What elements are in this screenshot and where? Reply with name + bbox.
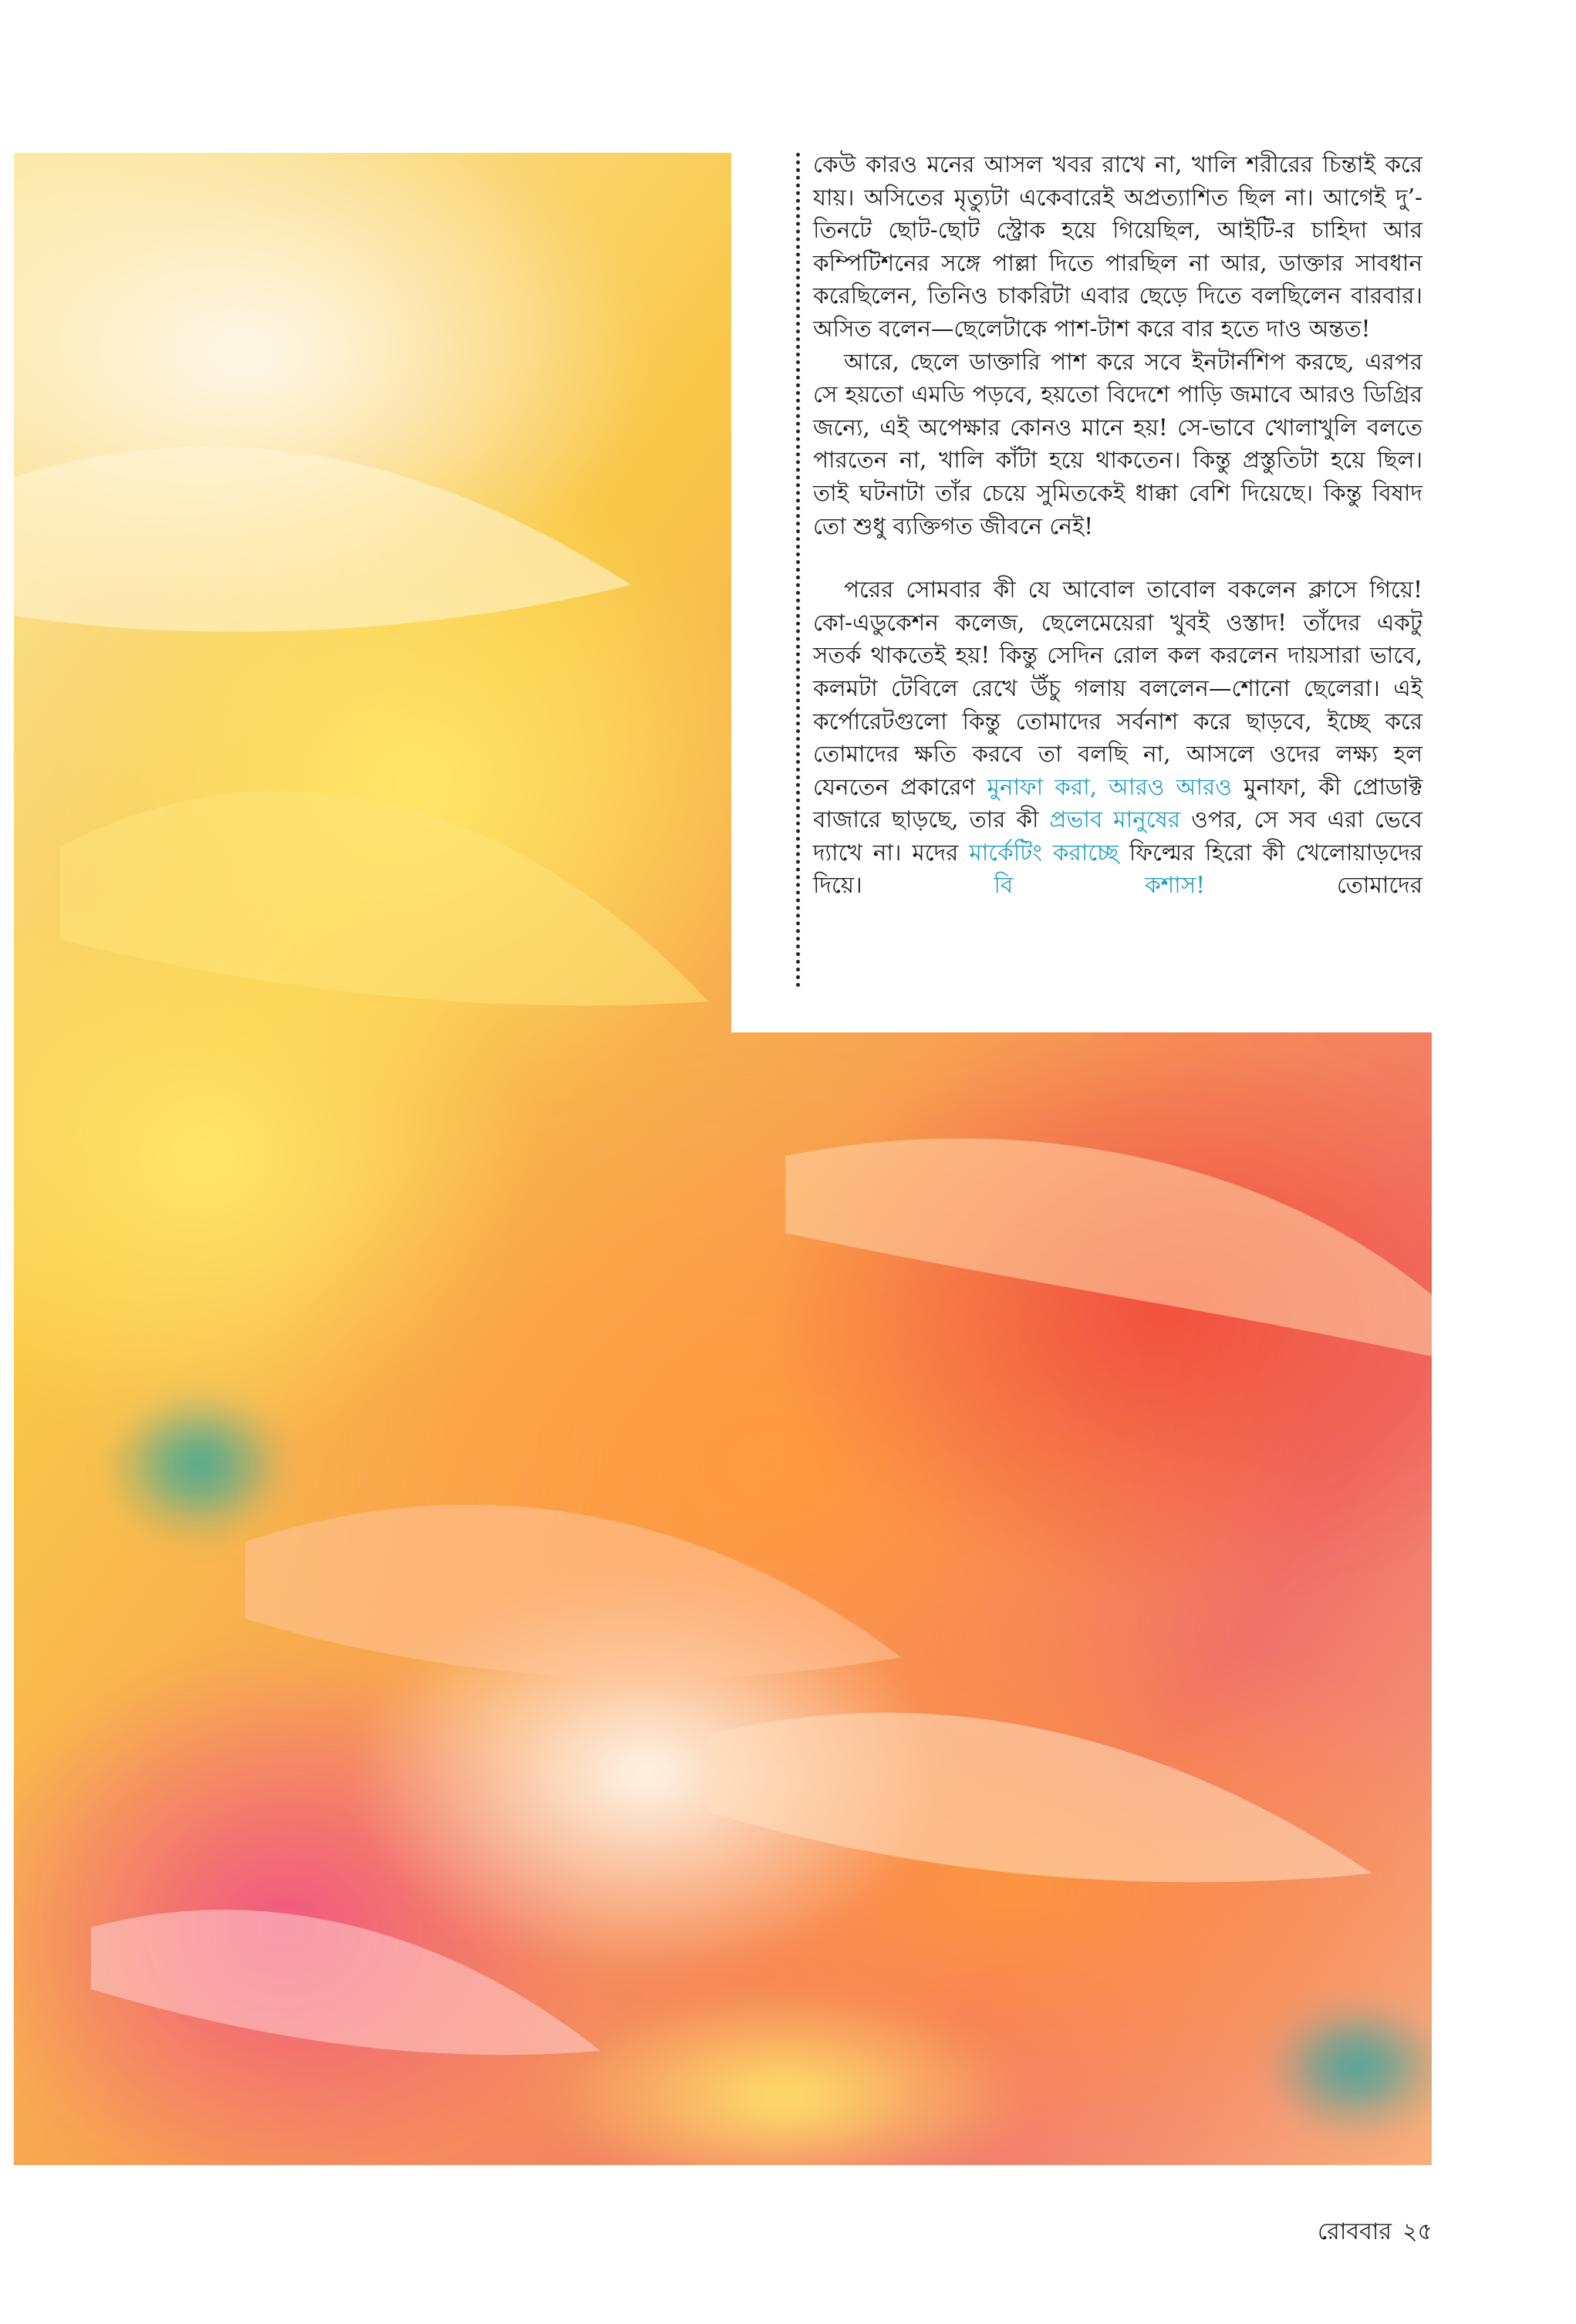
paragraph-3-text: পরের সোমবার কী যে আবোল তাবোল বকলেন ক্লাসে গিয়ে! কো-এডুকেশন কলেজ, ছেলেমেয়েরা খুবই ওস্তাদ! তাঁদের একটু সতর্ক থাকতেই হয়! কিন্তু সেদিন রোল কল করলেন দায়সারা ভাবে, কলমটা টেবিলে রেখে উঁচু গলায় বললেন—শোনো ছেলেরা। এই কর্পোরেটগুলো কিন্তু তোমাদের সর্বনাশ করে ছাড়বে, ইচ্ছে করে তোমাদের ক্ষতি করবে তা বলছি না, আসলে ওদের লক্ষ্য হল যেনতেন প্রকারেণ bbox=[813, 576, 1422, 800]
paragraph-3-text-3: ওপর, সে সব এরা ভেবে দ্যাখে না। মদের bbox=[813, 806, 1422, 866]
folio-page-number: ২৫ bbox=[1402, 2218, 1433, 2245]
highlight-impact: প্রভাব মানুষের bbox=[1049, 806, 1181, 833]
article-column bbox=[813, 148, 1422, 902]
paragraph-3-text-4: ফিল্মের হিরো কী খেলোয়াড়দের দিয়ে। bbox=[813, 839, 1422, 899]
highlight-be-cautious: বি কশাস! bbox=[994, 872, 1206, 899]
column-dotted-rule bbox=[796, 153, 800, 988]
folio-section: রোববার bbox=[1318, 2218, 1392, 2245]
page-folio bbox=[1318, 2213, 1433, 2252]
article-paragraph-2: আরে, ছেলে ডাক্তারি পাশ করে সবে ইনটার্নশিপ করছে, এরপর সে হয়তো এমডি পড়বে, হয়তো বিদেশে পাড়ি জমাবে আরও ডিগ্রির জন্যে, এই অপেক্ষার কোনও মানে হয়! সে-ভাবে খোলাখুলি বলতে পারতেন না, খালি কাঁটা হয়ে থাকতেন। কিন্তু প্রস্তুতিটা হয়ে ছিল। তাই ঘটনাটা তাঁর চেয়ে সুমিতকেই ধাক্কা বেশি দিয়েছে। কিন্তু বিষাদ তো শুধু ব্যক্তিগত জীবনে নেই! bbox=[813, 348, 1422, 539]
highlight-marketing: মার্কেটিং করাচ্ছে bbox=[969, 839, 1119, 866]
paragraph-3-text-5: তোমাদের bbox=[1336, 872, 1422, 899]
article-paragraph-3 bbox=[813, 573, 1422, 902]
paragraph-3-text-2: মুনাফা, কী প্রোডাক্ট বাজারে ছাড়ছে, তার কী bbox=[813, 773, 1422, 833]
article-paragraph-1: কেউ কারও মনের আসল খবর রাখে না, খালি শরীরের চিন্তাই করে যায়। অসিতের মৃত্যুটা একেবারেই অপ্রত্যাশিত ছিল না। আগেই দু’-তিনটে ছোট-ছোট স্ট্রোক হয়ে গিয়েছিল, আইটি-র চাহিদা আর কম্পিটিশনের সঙ্গে পাল্লা দিতে পারছিল না আর, ডাক্তার সাবধান করেছিলেন, তিনিও চাকরিটা এবার ছেড়ে দিতে বলছিলেন বারবার। অসিত বলেন—ছেলেটাকে পাশ-টাশ করে বার হতে দাও অন্তত! bbox=[813, 151, 1422, 342]
paragraph-gap bbox=[813, 542, 1422, 573]
highlight-profit: মুনাফা করা, আরও আরও bbox=[987, 773, 1232, 800]
